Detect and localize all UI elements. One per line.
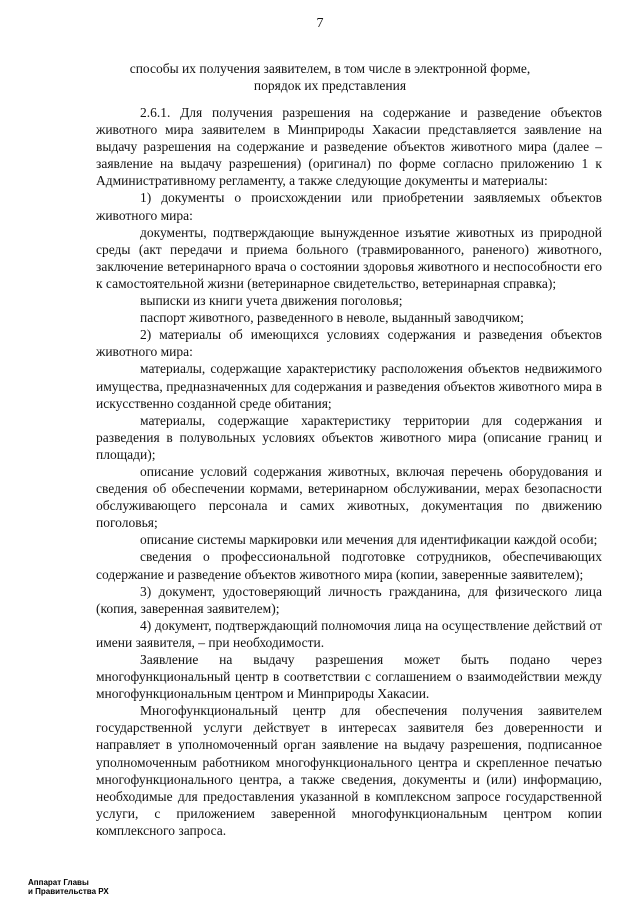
- paragraph-staff-training: сведения о профессиональной подготовке сотрудников, обеспечивающих содержание и разведение объектов животного мира (копии, заверенные заявителем);: [96, 549, 602, 582]
- body-text: [96, 104, 602, 839]
- office-stamp: [28, 878, 109, 896]
- page-number: 7: [316, 16, 324, 31]
- section-heading-line-2: порядок их представления: [253, 78, 407, 93]
- paragraph-livestock-book: выписки из книги учета движения поголовья;: [140, 293, 403, 309]
- paragraph-mfc-submission: Заявление на выдачу разрешения может быть подано через многофункциональный центр в соответствии с соглашением о взаимодействии между многофункциональным центром и Минприроды Хакасии.: [96, 652, 602, 702]
- paragraph-marking-system: описание системы маркировки или мечения для идентификации каждой особи;: [140, 532, 598, 548]
- paragraph-property-materials: материалы, содержащие характеристику расположения объектов недвижимого имущества, предназначенных для содержания и разведения объектов животного мира в искусственно созданной среде обитания;: [96, 361, 602, 411]
- paragraph-animal-passport: паспорт животного, разведенного в неволе, выданный заводчиком;: [140, 310, 524, 326]
- paragraph-item-3: 3) документ, удостоверяющий личность гражданина, для физического лица (копия, заверенная заявителем);: [96, 583, 602, 616]
- paragraph-conditions-description: описание условий содержания животных, включая перечень оборудования и сведения об обеспечении кормами, ветеринарном обслуживании, мерах безопасности обслуживающего персонала и самих животных, документация по движению поголовья;: [96, 463, 602, 531]
- paragraph-item-1: 1) документы о происхождении или приобретении заявляемых объектов животного мира:: [96, 190, 602, 223]
- stamp-line-2: и Правительства РХ: [28, 887, 109, 896]
- section-heading-line-1: способы их получения заявителем, в том числе в электронной форме,: [129, 61, 531, 76]
- stamp-line-1: Аппарат Главы: [28, 878, 89, 887]
- paragraph-item-4: 4) документ, подтверждающий полномочия лица на осуществление действий от имени заявителя, – при необходимости.: [96, 617, 602, 650]
- section-heading: [110, 60, 550, 94]
- paragraph-item-2: 2) материалы об имеющихся условиях содержания и разведения объектов животного мира:: [96, 327, 602, 360]
- paragraph-territory-materials: материалы, содержащие характеристику территории для содержания и разведения в полувольных условиях объектов животного мира (описание границ и площади);: [96, 412, 602, 462]
- paragraph-2-6-1: 2.6.1. Для получения разрешения на содержание и разведение объектов животного мира заявителем в Минприроды Хакасии представляется заявление на выдачу разрешения на содержание и разведение объектов животного мира (далее – заявление на выдачу разрешения) (оригинал) по форме согласно приложению 1 к Административному регламенту, а также следующие документы и материалы:: [96, 105, 602, 189]
- paragraph-mfc-procedure: Многофункциональный центр для обеспечения получения заявителем государственной услуги действует в интересах заявителя без доверенности и направляет в уполномоченный орган заявление на выдачу разрешения, подписанное уполномоченным работником многофункционального центра и скрепленное печатью многофункционального центра, а также сведения, документы и (или) информацию, необходимые для предоставления указанной в комплексном запросе государственной услуги, с приложением заверенной многофункциональным центром копии комплексного запроса.: [96, 703, 602, 838]
- paragraph-removal-documents: документы, подтверждающие вынужденное изъятие животных из природной среды (акт передачи и приема больного (травмированного, раненого) животного, заключение ветеринарного врача о состоянии здоровья животного и неспособности его к самостоятельной жизни (ветеринарное свидетельство, ветеринарная справка);: [96, 224, 602, 291]
